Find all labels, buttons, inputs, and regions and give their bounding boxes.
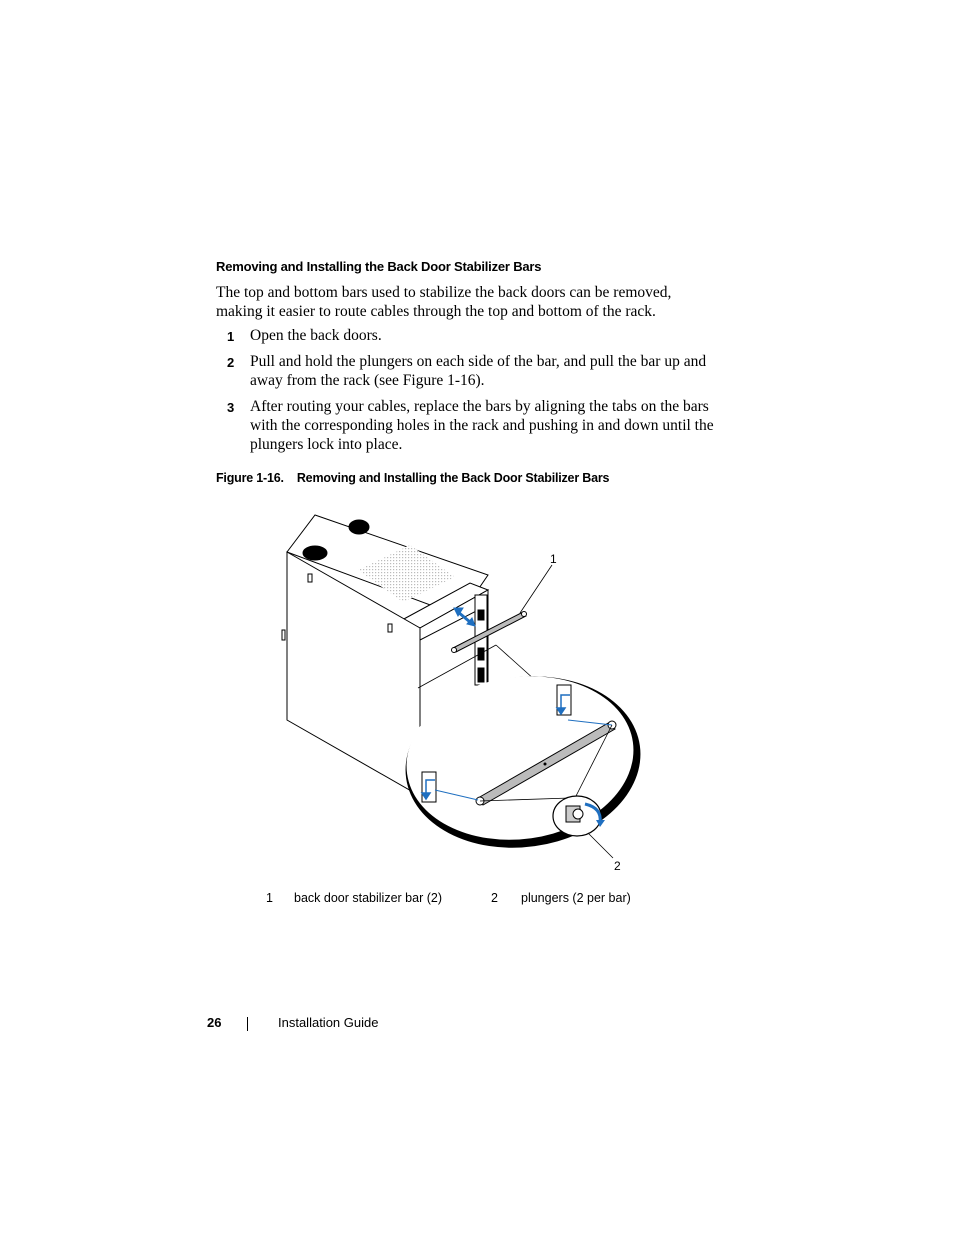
- section-heading: Removing and Installing the Back Door Stabilizer Bars: [216, 259, 542, 274]
- step-number: 1: [227, 329, 235, 344]
- figure-illustration: [270, 500, 650, 880]
- step-number: 3: [227, 400, 235, 415]
- callout-text: plungers (2 per bar): [521, 891, 631, 905]
- step-text: Pull and hold the plungers on each side of the bar, and pull the bar up and away from the rack (see Figure 1-16).: [250, 353, 707, 389]
- callout-2-leader: [588, 833, 613, 858]
- step-item: [216, 352, 716, 390]
- footer-separator: [247, 1017, 248, 1031]
- callout-2-label: 2: [614, 859, 621, 873]
- step-item: [216, 326, 716, 345]
- magnified-detail: [394, 661, 650, 862]
- callout-number: 2: [491, 891, 498, 905]
- figure-title: Removing and Installing the Back Door Stabilizer Bars: [296, 471, 610, 485]
- steps-list: [216, 326, 716, 461]
- callout-number: 1: [266, 891, 273, 905]
- page-number: 26: [207, 1015, 222, 1030]
- step-item: [216, 397, 716, 454]
- callout-1-label: 1: [550, 552, 557, 566]
- step-text: After routing your cables, replace the bars by aligning the tabs on the bars with the corresponding holes in the rack and pushing in and down until the plungers lock into place.: [250, 398, 714, 453]
- rack-illustration: [270, 500, 650, 880]
- figure-caption: [216, 471, 609, 485]
- figure-label: Figure 1-16.: [216, 471, 284, 485]
- intro-paragraph: The top and bottom bars used to stabilize the back doors can be removed, making it easier to route cables through the top and bottom of the rack.: [216, 284, 672, 320]
- step-text: Open the back doors.: [250, 327, 382, 344]
- guide-title: Installation Guide: [278, 1015, 379, 1030]
- step-number: 2: [227, 355, 235, 370]
- callout-text: back door stabilizer bar (2): [294, 891, 442, 905]
- callout-1-leader: [520, 565, 552, 613]
